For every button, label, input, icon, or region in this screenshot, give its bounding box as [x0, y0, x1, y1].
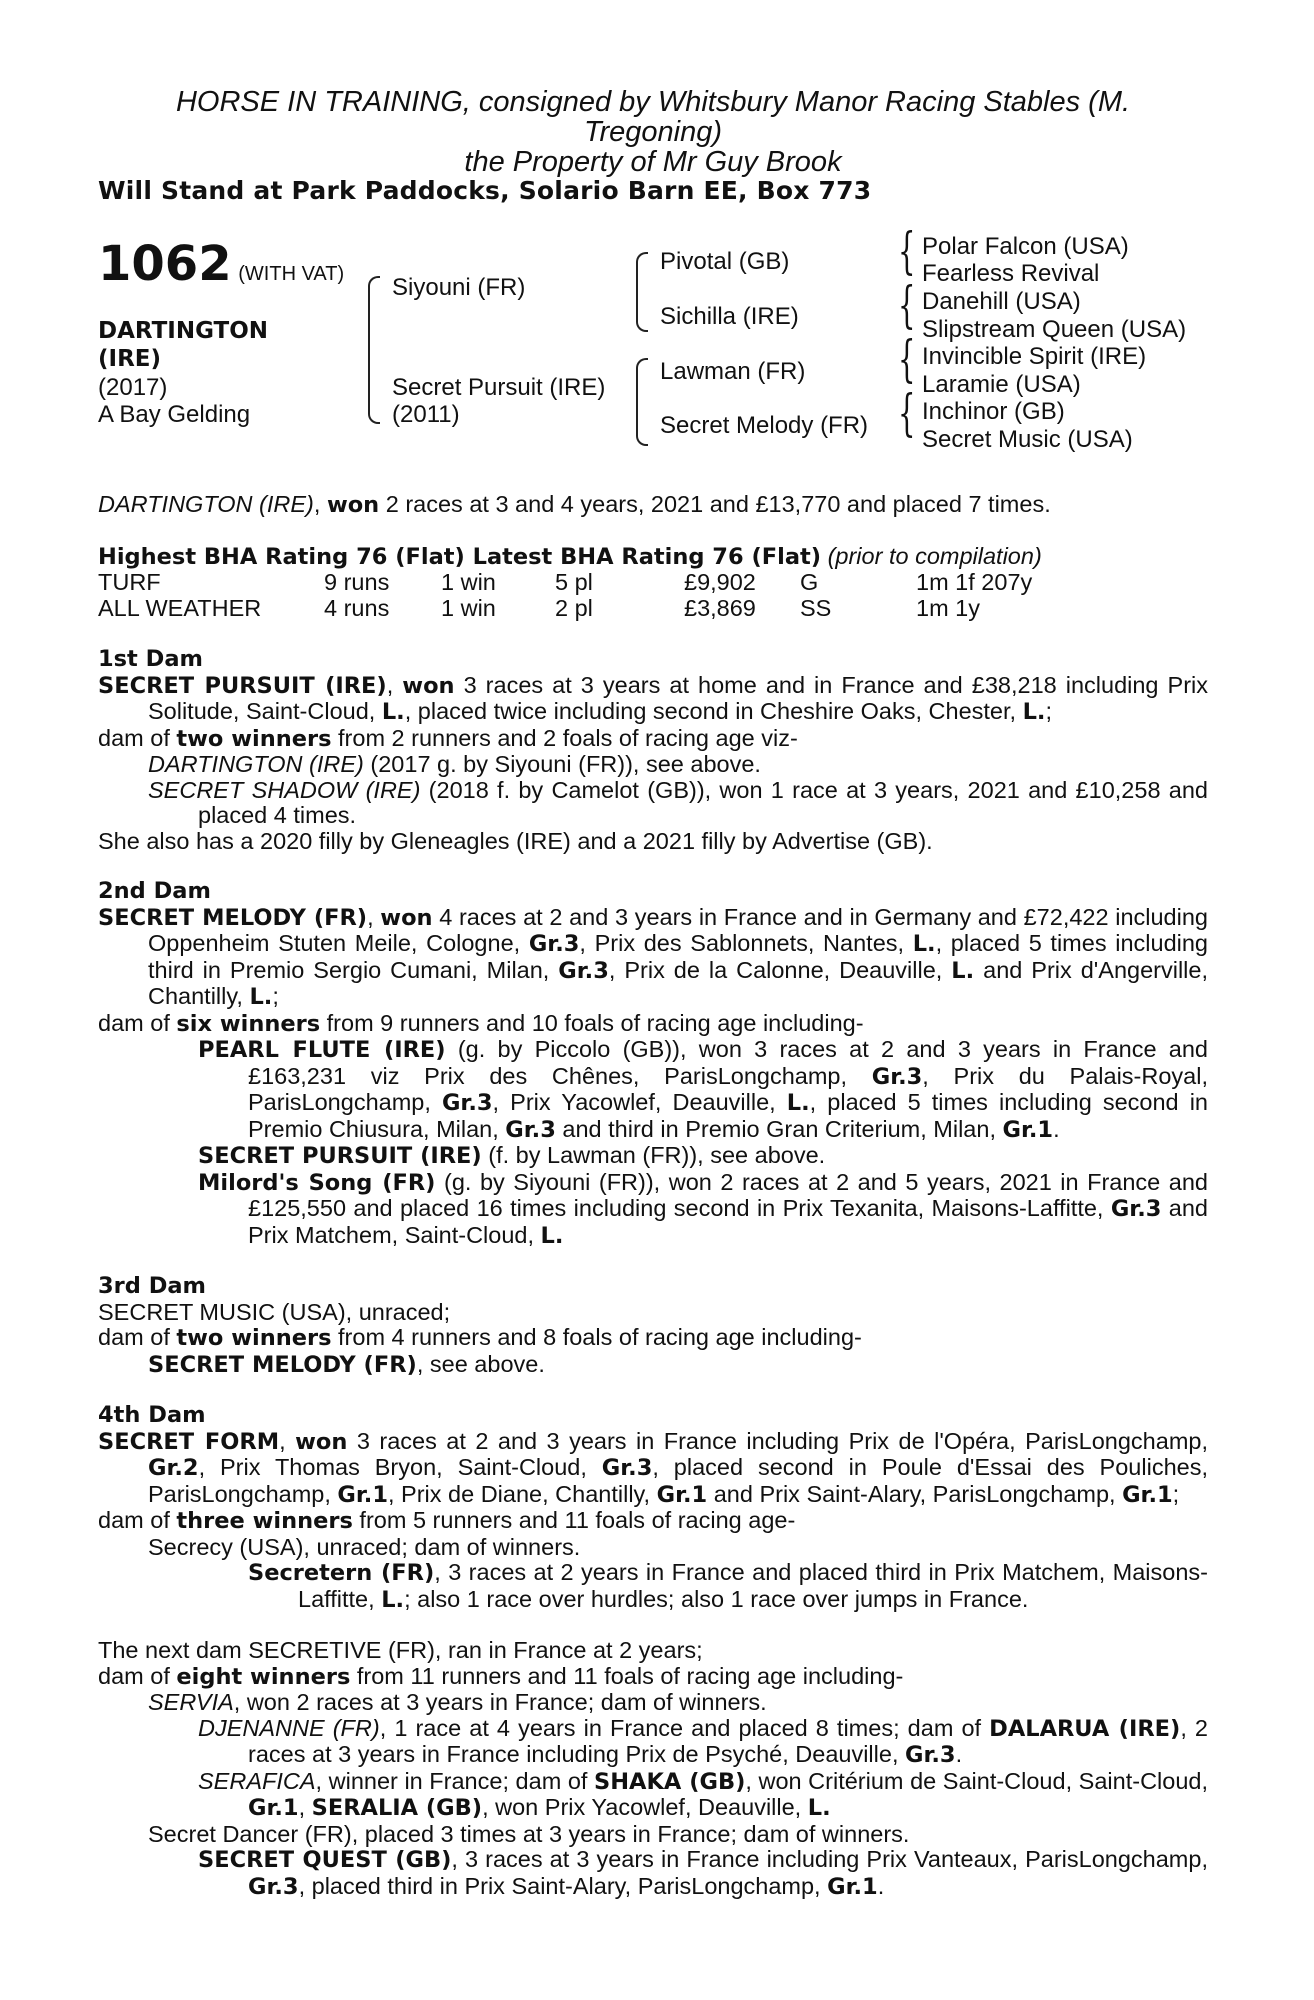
- gg-4: Slipstream Queen (USA): [922, 316, 1187, 343]
- dam2-offspring-2: SECRET PURSUIT (IRE) (f. by Lawman (FR)), see above.: [198, 1142, 826, 1169]
- dam3-record: SECRET MUSIC (USA), unraced;: [98, 1298, 451, 1325]
- gg-6: Laramie (USA): [922, 371, 1081, 398]
- horse-name: DARTINGTON: [98, 318, 269, 344]
- race-summary: DARTINGTON (IRE), won 2 races at 3 and 4 years, 2021 and £13,770 and placed 7 times.: [98, 491, 1051, 518]
- next-offspring-dancer: Secret Dancer (FR), placed 3 times at 3 years in France; dam of winners.: [148, 1820, 910, 1847]
- horse-suffix: (IRE): [98, 346, 162, 372]
- dam1-also: She also has a 2020 filly by Gleneagles (IRE) and a 2021 filly by Advertise (GB).: [98, 827, 933, 854]
- gg-2: Fearless Revival: [922, 260, 1100, 287]
- sire-dam: Sichilla (IRE): [660, 303, 799, 330]
- brace-3: {: [898, 330, 916, 388]
- next-offspring-serafica: SERAFICA, winner in France; dam of SHAKA (GB), won Critérium de Saint-Cloud, Saint-Cloud, Gr.1, SERALIA (GB), won Prix Yacowlef, Deauville, L.: [198, 1767, 1208, 1821]
- dam1-heading: 1st Dam: [98, 646, 203, 672]
- dam-brace: [636, 358, 648, 446]
- dam3-offspring-1: SECRET MELODY (FR), see above.: [148, 1350, 545, 1378]
- gg-1: Polar Falcon (USA): [922, 233, 1129, 260]
- aw-row: ALL WEATHER 4 runs 1 win 2 pl £3,869 SS 1m 1y: [98, 595, 980, 621]
- dam4-grand-offspring: Secretern (FR), 3 races at 2 years in France and placed third in Prix Matchem, Maisons-Laffitte, L.; also 1 race over hurdles; also 1 race over jumps in France.: [248, 1559, 1208, 1613]
- gg-5: Invincible Spirit (IRE): [922, 343, 1147, 370]
- turf-row: TURF 9 runs 1 win 5 pl £9,902 G 1m 1f 207y: [98, 569, 1033, 595]
- pedigree-brace: [368, 276, 380, 424]
- dam4-offspring-1: Secrecy (USA), unraced; dam of winners.: [148, 1533, 581, 1560]
- next-offspring-servia: SERVIA, won 2 races at 3 years in France; dam of winners.: [148, 1689, 767, 1715]
- dam-sire: Lawman (FR): [660, 358, 806, 385]
- dam2-offspring-3: Milord's Song (FR) (g. by Siyouni (FR)), won 2 races at 2 and 5 years, 2021 in France and £125,550 and placed 16 times including second in Prix Texanita, Maisons-Laffitte, Gr.3 and Prix Matchem, Saint-Cloud, L.: [198, 1168, 1208, 1249]
- next-dam: The next dam SECRETIVE (FR), ran in France at 2 years;: [98, 1637, 703, 1663]
- lot-number-row: [98, 238, 344, 290]
- stand-location: Will Stand at Park Paddocks, Solario Barn EE, Box 773: [98, 176, 872, 205]
- dam4-heading: 4th Dam: [98, 1402, 206, 1428]
- catalogue-body: [98, 492, 1208, 1900]
- brace-2: {: [898, 276, 916, 334]
- dam2-offspring-1: PEARL FLUTE (IRE) (g. by Piccolo (GB)), won 3 races at 2 and 3 years in France and £163,231 viz Prix des Chênes, ParisLongchamp, Gr.3, Prix du Palais-Royal, ParisLongchamp, Gr.3, Prix Yacowlef, Deauville, L., placed 5 times including second in Premio Chiusura, Milan, Gr.3 and third in Premio Gran Criterium, Milan, Gr.1.: [198, 1036, 1208, 1143]
- gg-3: Danehill (USA): [922, 288, 1081, 315]
- dam1-offspring-1: DARTINGTON (IRE) (2017 g. by Siyouni (FR)), see above.: [148, 751, 761, 777]
- sire-brace: [636, 252, 648, 332]
- dam4-produce: dam of three winners from 5 runners and 11 foals of racing age-: [98, 1507, 796, 1534]
- consignor-line-2: Tregoning): [583, 116, 723, 148]
- dam1-record: SECRET PURSUIT (IRE), won 3 races at 3 years at home and in France and £38,218 including Prix Solitude, Saint-Cloud, L., placed twice including second in Cheshire Oaks, Chester, L.;: [98, 671, 1209, 725]
- consignor-line: HORSE IN TRAINING, consigned by Whitsbury Manor Racing Stables (M.: [175, 86, 1131, 118]
- next-offspring-djenanne: DJENANNE (FR), 1 race at 4 years in France and placed 8 times; dam of DALARUA (IRE), 2 races at 3 years in France including Prix de Psyché, Deauville, Gr.3.: [198, 1714, 1208, 1768]
- next-dam-produce: dam of eight winners from 11 runners and 11 foals of racing age including-: [98, 1662, 904, 1690]
- dam1-produce: dam of two winners from 2 runners and 2 foals of racing age viz-: [98, 724, 798, 752]
- dam-dam: Secret Melody (FR): [660, 412, 869, 439]
- dam2-produce: dam of six winners from 9 runners and 10 foals of racing age including-: [98, 1009, 864, 1037]
- next-offspring-quest: SECRET QUEST (GB), 3 races at 3 years in France including Prix Vanteaux, ParisLongchamp, Gr.3, placed third in Prix Saint-Alary, ParisLongchamp, Gr.1.: [198, 1846, 1208, 1900]
- dam2-heading: 2nd Dam: [98, 878, 211, 904]
- brace-4: {: [898, 384, 916, 442]
- sire: Siyouni (FR): [392, 274, 526, 301]
- dam4-record: SECRET FORM, won 3 races at 2 and 3 years in France including Prix de l'Opéra, ParisLongchamp, Gr.2, Prix Thomas Bryon, Saint-Cloud, Gr.3, placed second in Poule d'Essai des Pouliches, ParisLongchamp, Gr.1, Prix de Diane, Chantilly, Gr.1 and Prix Saint-Alary, ParisLongchamp, Gr.1;: [98, 1427, 1208, 1508]
- dam3-heading: 3rd Dam: [98, 1273, 206, 1299]
- property-line: the Property of Mr Guy Brook: [464, 146, 842, 178]
- dam1-offspring-2: SECRET SHADOW (IRE) (2018 f. by Camelot (GB)), won 1 race at 3 years, 2021 and £10,258 and placed 4 times.: [148, 776, 1208, 828]
- sire-sire: Pivotal (GB): [660, 248, 790, 275]
- dam3-produce: dam of two winners from 4 runners and 8 foals of racing age including-: [98, 1324, 862, 1351]
- vat-note: (WITH VAT): [238, 263, 345, 285]
- rating-line: Highest BHA Rating 76 (Flat) Latest BHA Rating 76 (Flat) (prior to compilation): [98, 542, 1042, 570]
- dam-year: (2011): [392, 401, 460, 428]
- dam: Secret Pursuit (IRE): [392, 374, 606, 401]
- horse-description: A Bay Gelding: [98, 401, 251, 428]
- foaling-year: (2017): [98, 374, 168, 401]
- gg-8: Secret Music (USA): [922, 426, 1133, 453]
- dam2-record: SECRET MELODY (FR), won 4 races at 2 and 3 years in France and in Germany and £72,422 including Oppenheim Stuten Meile, Cologne, Gr.3, Prix des Sablonnets, Nantes, L., placed 5 times including third in Premio Sergio Cumani, Milan, Gr.3, Prix de la Calonne, Deauville, L. and Prix d'Angerville, Chantilly, L.;: [98, 903, 1209, 1010]
- gg-7: Inchinor (GB): [922, 398, 1065, 425]
- lot-number: 1062: [98, 236, 232, 292]
- brace-1: {: [898, 222, 916, 280]
